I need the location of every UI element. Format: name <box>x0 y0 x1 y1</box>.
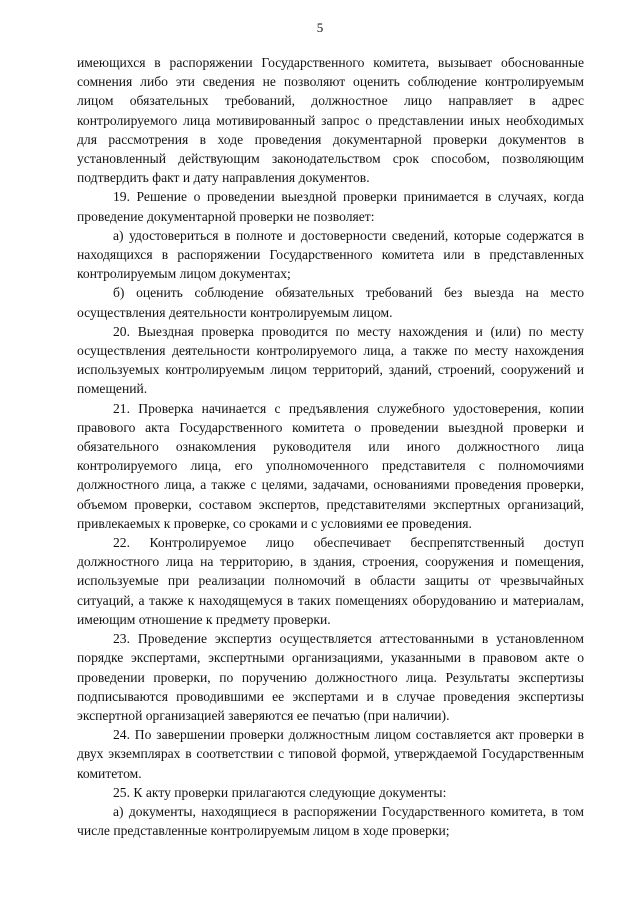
paragraph-20: 20. Выездная проверка проводится по месту нахождения и (или) по месту осуществления деятельности контролируемого лица, а также по месту нахождения используемых контролируемым лицом территорий, зданий, строений, сооружений и помещений. <box>77 323 584 397</box>
paragraph-25-a: а) документы, находящиеся в распоряжении Государственного комитета, в том числе представленные контролируемым лицом в ходе проверки; <box>77 803 584 839</box>
paragraph-continuation: имеющихся в распоряжении Государственного комитета, вызывает обоснованные сомнения либо эти сведения не позволяют оценить соблюдение контролируемым лицом обязательных требований, должностное лицо направляет в адрес контролируемого лица мотивированный запрос о представлении иных необходимых для рассмотрения в ходе проведения документарной проверки документов в установленный действующим законодательством срок способом, позволяющим подтвердить факт и дату направления документов. <box>77 55 584 186</box>
paragraph-19-a: а) удостовериться в полноте и достоверности сведений, которые содержатся в находящихся в распоряжении Государственного комитета или в представленных контролируемым лицом документах; <box>77 227 584 282</box>
paragraph-19: 19. Решение о проведении выездной проверки принимается в случаях, когда проведение документарной проверки не позволяет: <box>77 189 584 224</box>
paragraph-25: 25. К акту проверки прилагаются следующие документы: <box>113 784 447 800</box>
document-body <box>77 53 584 840</box>
paragraph-19-b: б) оценить соблюдение обязательных требований без выезда на место осуществления деятельности контролируемым лицом. <box>77 285 584 320</box>
paragraph-22: 22. Контролируемое лицо обеспечивает беспрепятственный доступ должностного лица на территорию, в здания, строения, сооружения и помещения, используемые при реализации полномочий в области защиты от чрезвычайных ситуаций, а также к находящемуся в таких помещениях оборудованию и материалам, имеющим отношение к предмету проверки. <box>77 535 584 627</box>
page-number: 5 <box>316 20 324 35</box>
paragraph-21: 21. Проверка начинается с предъявления служебного удостоверения, копии правового акта Государственного комитета о проведении выездной проверки и обязательного ознакомления руководителя или иного должностного лица контролируемого лица, его уполномоченного представителя с полномочиями должностного лица, а также с целями, задачами, основаниями проведения проверки, объемом проверки, составом экспертов, представителями экспертных организаций, привлекаемых к проверке, со сроками и с условиями ее проведения. <box>77 400 584 531</box>
paragraph-23: 23. Проведение экспертиз осуществляется аттестованными в установленном порядке экспертами, экспертными организациями, указанными в правовом акте о проведении проверки, по поручению должностного лица. Результаты экспертизы подписываются проводившими ее экспертами и в случае проведения экспертизы экспертной организацией заверяются ее печатью (при наличии). <box>77 631 584 723</box>
paragraph-24: 24. По завершении проверки должностным лицом составляется акт проверки в двух экземплярах в соответствии с типовой формой, утверждаемой Государственным комитетом. <box>77 727 584 781</box>
